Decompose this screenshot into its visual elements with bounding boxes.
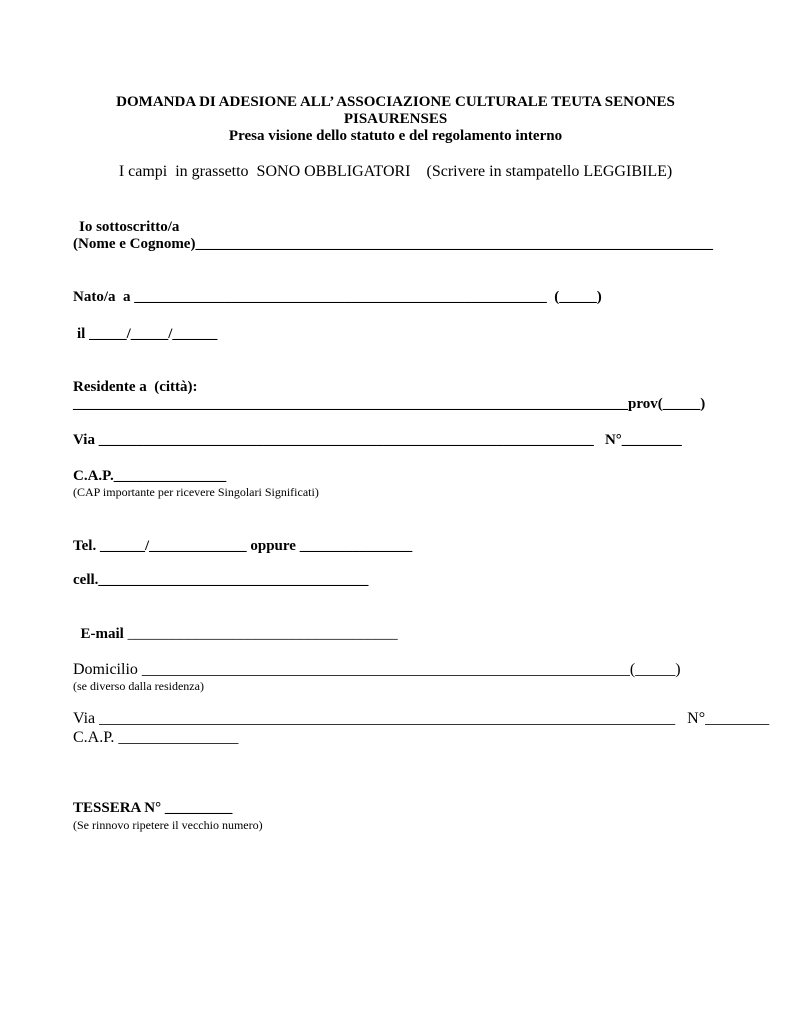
via-field[interactable]: Via __________________________________________________________________ N°________ xyxy=(73,432,682,448)
domicilio-field[interactable]: Domicilio _____________________________________________________________(_____) xyxy=(73,661,681,678)
cap-note: (CAP importante per ricevere Singolari Significati) xyxy=(73,485,319,499)
tessera-field[interactable]: TESSERA N° _________ xyxy=(73,800,233,816)
email-label: E-mail xyxy=(80,626,124,642)
residenza-field[interactable]: __________________________________________________________________________prov(_____) xyxy=(73,396,706,412)
domicilio-note: (se diverso dalla residenza) xyxy=(73,679,204,693)
via-domicilio-field[interactable]: Via ________________________________________________________________________ N°________ xyxy=(73,710,770,727)
form-title-line2: PISAURENSES xyxy=(343,111,448,127)
cellulare-field[interactable]: cell.____________________________________ xyxy=(73,572,369,588)
telefono-field[interactable]: Tel. ______/_____________ oppure _______________ xyxy=(73,538,413,554)
form-instructions: I campi in grassetto SONO OBBLIGATORI (Scrivere in stampatello LEGGIBILE) xyxy=(118,163,673,180)
cap-domicilio-field[interactable]: C.A.P. _______________ xyxy=(73,729,239,746)
data-nascita-field[interactable]: il _____/_____/______ xyxy=(77,326,218,342)
nome-cognome-field[interactable]: (Nome e Cognome)_____________________________________________________________________ xyxy=(73,236,713,252)
email-field[interactable] xyxy=(73,607,398,643)
cap-field[interactable]: C.A.P._______________ xyxy=(73,468,227,484)
form-subtitle: Presa visione dello statuto e del regolamento interno xyxy=(228,128,563,144)
tessera-note: (Se rinnovo ripetere il vecchio numero) xyxy=(73,818,263,832)
luogo-nascita-field[interactable]: Nato/a a _______________________________________________________ (_____) xyxy=(73,289,602,305)
sottoscritto-label: Io sottoscritto/a xyxy=(79,219,180,235)
form-title-line1: DOMANDA DI ADESIONE ALL’ ASSOCIAZIONE CULTURALE TEUTA SENONES xyxy=(116,94,675,110)
residenza-label: Residente a (città): xyxy=(73,379,198,395)
email-line: ____________________________________ xyxy=(123,626,398,642)
